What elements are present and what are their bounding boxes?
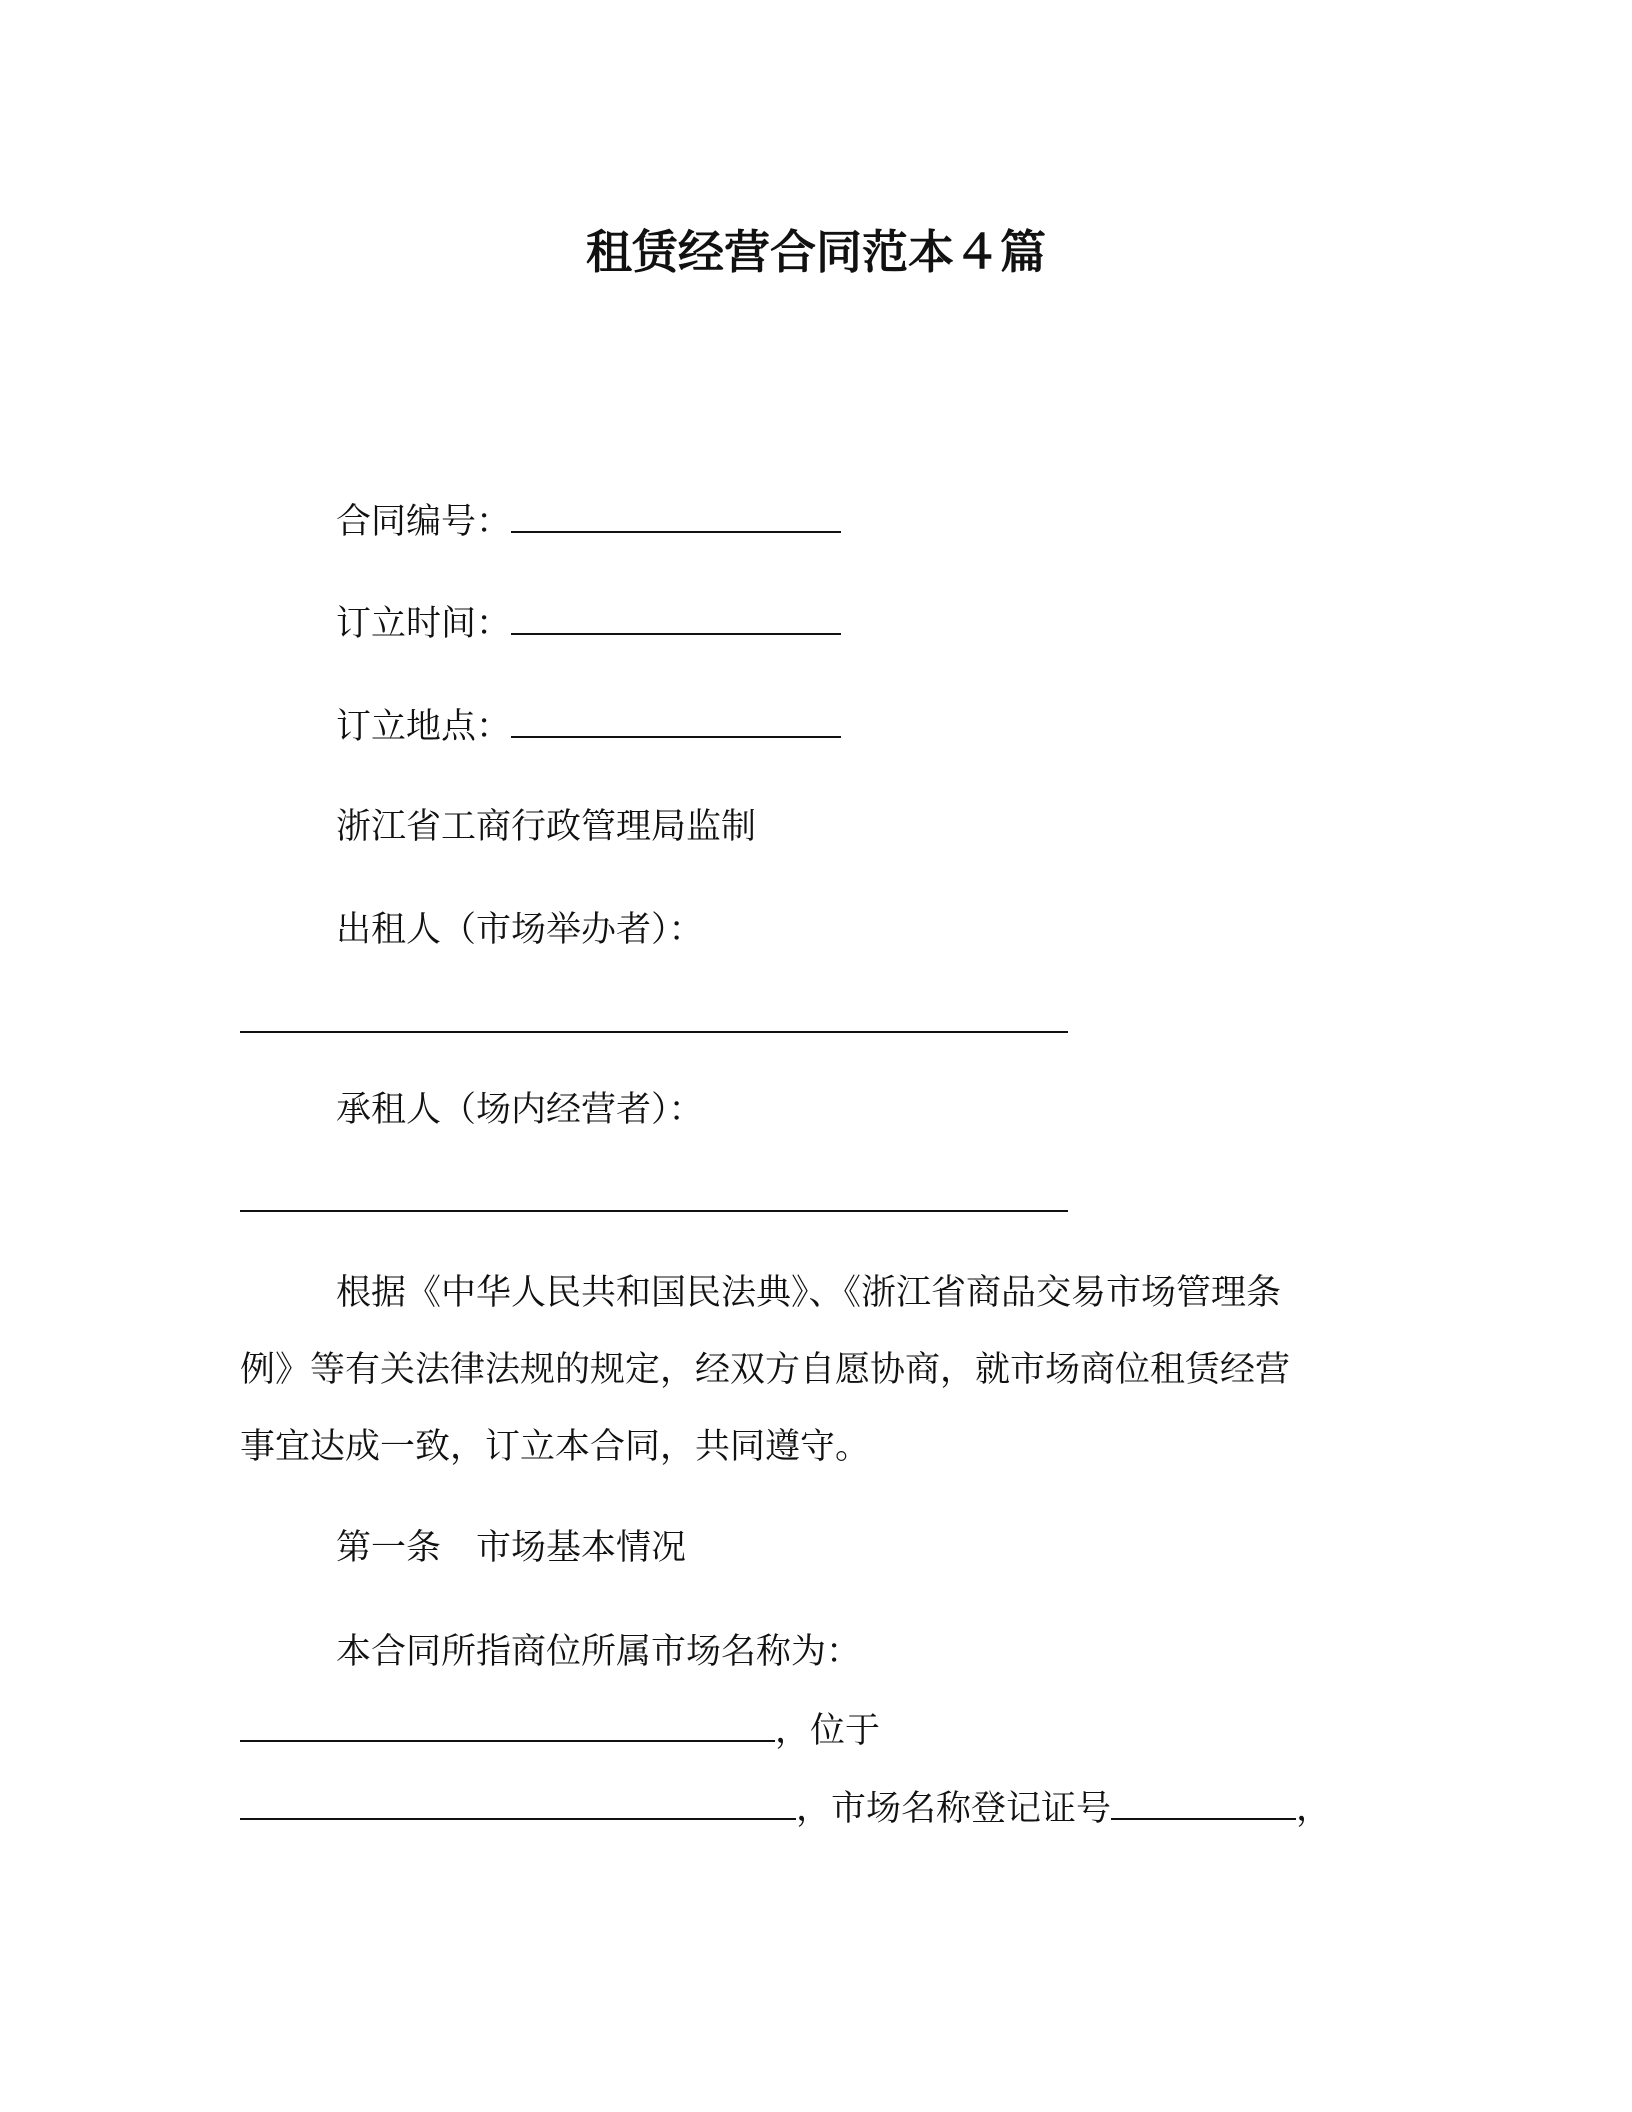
contract-number-row — [336, 495, 841, 547]
sign-place-label: 订立地点： — [336, 707, 512, 747]
sign-time-row — [336, 597, 841, 649]
document-title: 租赁经营合同范本４篇 — [586, 225, 1046, 279]
sign-time-label: 订立时间： — [336, 604, 512, 644]
preamble-line-1: 根据《中华人民共和国民法典》、《浙江省商品交易市场管理条 — [336, 1273, 1282, 1313]
registration-no-text: ，市场名称登记证号 — [796, 1789, 1112, 1829]
contract-number-label: 合同编号： — [336, 502, 512, 542]
located-at-text: ，位于 — [775, 1711, 881, 1751]
registration-row — [240, 1782, 1331, 1834]
preamble-line-2: 例》等有关法律法规的规定，经双方自愿协商，就市场商位租赁经营 — [240, 1350, 1291, 1390]
lessee-blank-line — [240, 1210, 1068, 1212]
lessee-label: 承租人（场内经营者）： — [336, 1090, 704, 1130]
registration-end-comma: ， — [1296, 1789, 1332, 1829]
market-address-blank — [240, 1782, 796, 1820]
preamble-line-3: 事宜达成一致，订立本合同，共同遵守。 — [240, 1427, 871, 1467]
article-1-intro: 本合同所指商位所属市场名称为： — [336, 1632, 862, 1672]
lessor-label: 出租人（市场举办者）： — [336, 910, 704, 950]
sign-place-blank — [511, 700, 841, 738]
market-location-row — [240, 1704, 880, 1756]
sign-time-blank — [511, 597, 841, 635]
market-name-blank — [240, 1704, 775, 1742]
article-1-heading: 第一条 市场基本情况 — [336, 1528, 687, 1568]
lessor-blank-line — [240, 1031, 1068, 1033]
registration-no-blank — [1111, 1782, 1296, 1820]
sign-place-row — [336, 700, 841, 752]
supervisor-text: 浙江省工商行政管理局监制 — [336, 807, 757, 847]
contract-number-blank — [511, 495, 841, 533]
